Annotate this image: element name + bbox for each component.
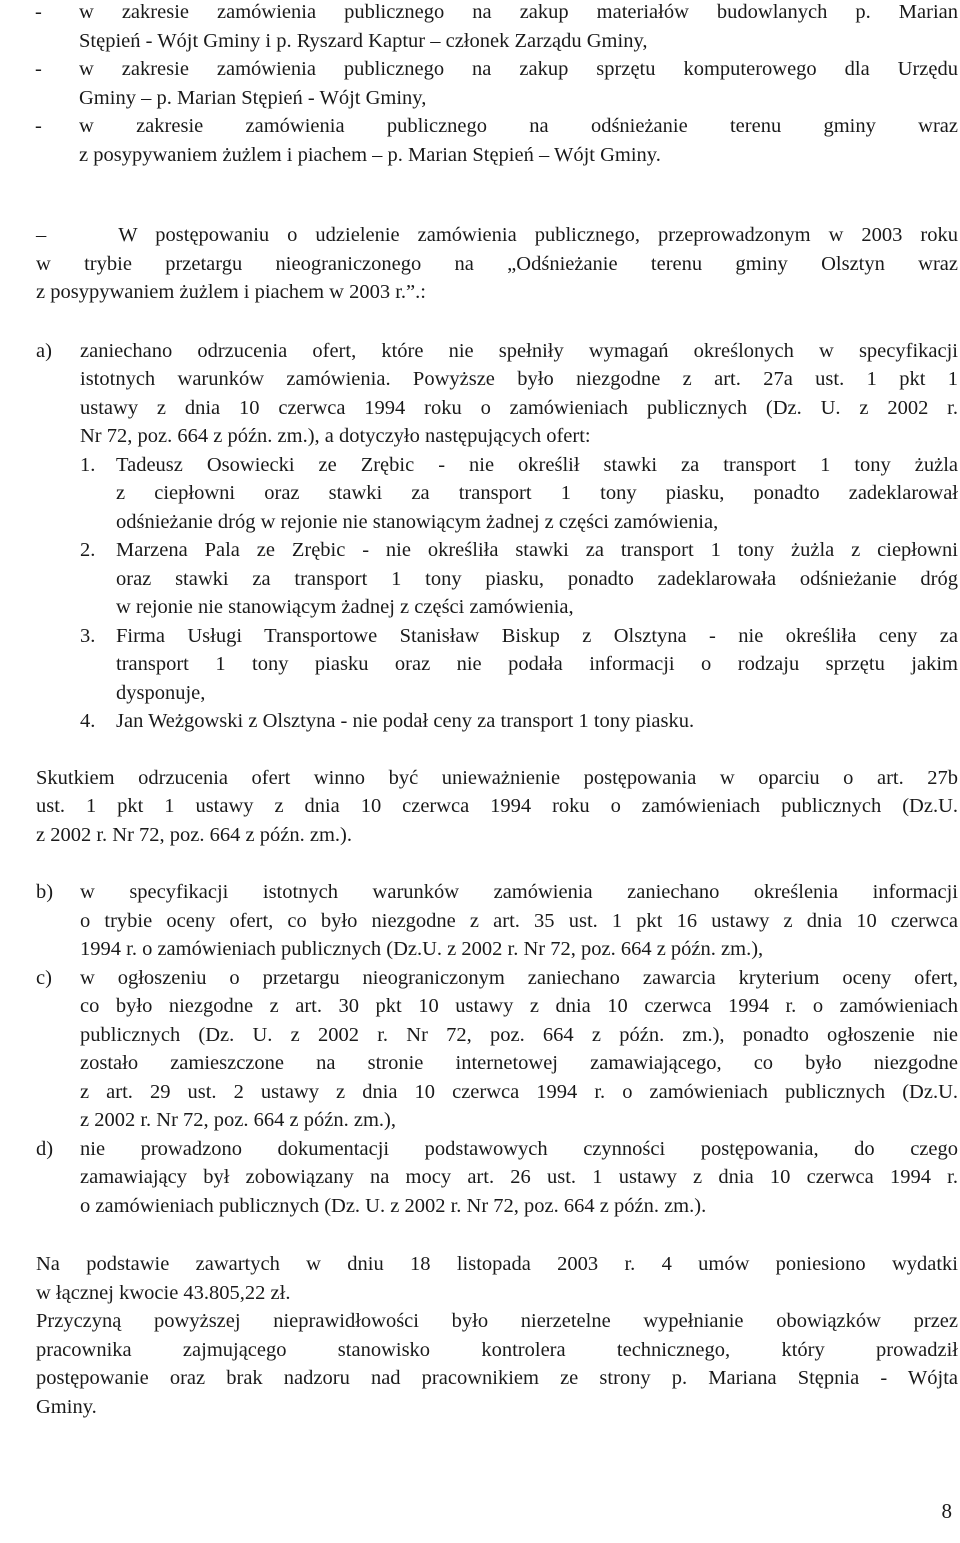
- text-line: Skutkiem odrzucenia ofert winno być unieważnienie postępowania w oparciu o art. 27b: [36, 766, 958, 789]
- item-a: [36, 337, 958, 451]
- text-line: z art. 29 ust. 2 ustawy z dnia 10 czerwca 1994 r. o zamówieniach publicznych (Dz.U.: [80, 1080, 958, 1103]
- text-line: z posypywaniem żużlem i piachem w 2003 r.”.:: [36, 281, 426, 303]
- text-line: Gminy – p. Marian Stępień - Wójt Gminy,: [79, 86, 427, 109]
- text-line: nie prowadzono dokumentacji podstawowych czynności postępowania, do czego: [80, 1137, 958, 1160]
- item-d: [36, 1135, 958, 1221]
- text-line: Jan Weżgowski z Olsztyna - nie podał ceny za transport 1 tony piasku.: [116, 710, 695, 732]
- closing-paragraph-2: [36, 1307, 958, 1421]
- item-label: a): [36, 339, 52, 362]
- text-line: oraz stawki za transport 1 tony piasku, ponadto zadeklarowała odśnieżanie dróg: [116, 567, 958, 590]
- text-line: ustawy z dnia 10 czerwca 1994 roku o zamówieniach publicznych (Dz. U. z 2002 r.: [80, 396, 958, 419]
- text-line: w trybie przetargu nieograniczonego na „Odśnieżanie terenu gminy Olsztyn wraz: [36, 252, 958, 275]
- text-line: Przyczyną powyższej nieprawidłowości było nierzetelne wypełnianie obowiązków przez: [36, 1310, 958, 1332]
- list-dash: -: [35, 115, 42, 137]
- document-page: [36, 0, 958, 1421]
- text-line: o zamówieniach publicznych (Dz. U. z 2002 r. Nr 72, poz. 664 z późn. zm.).: [80, 1194, 707, 1217]
- item-c: [36, 964, 958, 1135]
- offer-number: 4.: [80, 710, 96, 732]
- text-line: w rejonie nie stanowiącym żadnej z części zamówienia,: [116, 596, 574, 618]
- offer-item-2: [80, 536, 958, 622]
- intro-item-2: [35, 55, 958, 112]
- offer-number: 1.: [80, 453, 96, 476]
- text-line: Nr 72, poz. 664 z późn. zm.), a dotyczyło następujących ofert:: [80, 425, 591, 447]
- item-label: b): [36, 881, 54, 903]
- text-line: transport 1 tony piasku oraz nie podała informacji o rodzaju sprzętu jakim: [116, 653, 958, 675]
- text-line: 1994 r. o zamówieniach publicznych (Dz.U. z 2002 r. Nr 72, poz. 664 z późn. zm.),: [80, 938, 764, 960]
- item-b: [36, 878, 958, 964]
- text-line: w łącznej kwocie 43.805,22 zł.: [36, 1281, 291, 1304]
- offer-number: 2.: [80, 539, 96, 561]
- text-line: zaniechano odrzucenia ofert, które nie spełniły wymagań określonych w specyfikacji: [80, 339, 958, 362]
- text-line: Marzena Pala ze Zrębic - nie określiła stawki za transport 1 tony żużla z ciepłowni: [116, 539, 958, 561]
- text-line: istotnych warunków zamówienia. Powyższe było niezgodne z art. 27a ust. 1 pkt 1: [80, 368, 958, 390]
- offer-item-1: [80, 451, 958, 537]
- text-line: o trybie oceny ofert, co było niezgodne z art. 35 ust. 1 pkt 16 ustawy z dnia 10 czerwca: [80, 909, 958, 932]
- text-line: zamawiający był zobowiązany na mocy art. 26 ust. 1 ustawy z dnia 10 czerwca 1994 r.: [80, 1166, 958, 1188]
- item-label: d): [36, 1137, 54, 1160]
- paragraph-dash: –: [36, 224, 47, 246]
- item-label: c): [36, 966, 52, 989]
- text-line: Firma Usługi Transportowe Stanisław Biskup z Olsztyna - nie określiła ceny za: [116, 624, 958, 647]
- text-line: – W postępowaniu o udzielenie zamówienia publicznego, przeprowadzonym w 2003 roku: [36, 224, 958, 246]
- text-line: Tadeusz Osowiecki ze Zrębic - nie określił stawki za transport 1 tony żużla: [116, 453, 958, 476]
- list-dash: -: [35, 58, 42, 80]
- text-line: co było niezgodne z art. 30 pkt 10 ustawy z dnia 10 czerwca 1994 r. o zamówieniach: [80, 995, 958, 1017]
- text-line: z posypywaniem żużlem i piachem – p. Marian Stępień – Wójt Gminy.: [79, 143, 661, 166]
- text-line: zostało zamieszczone na stronie internetowej zamawiającego, co było niezgodne: [80, 1052, 958, 1074]
- procedure-paragraph: [36, 221, 958, 307]
- text-line: odśnieżanie dróg w rejonie nie stanowiącym żadnej z części zamówienia,: [116, 510, 719, 533]
- text-line: dysponuje,: [116, 681, 206, 704]
- intro-item-1: [35, 0, 958, 55]
- text-line: Na podstawie zawartych w dniu 18 listopada 2003 r. 4 umów poniesiono wydatki: [36, 1253, 958, 1275]
- text-line: w specyfikacji istotnych warunków zamówienia zaniechano określenia informacji: [80, 881, 958, 903]
- consequence-paragraph: [36, 764, 958, 850]
- text-line: w ogłoszeniu o przetargu nieograniczonym zaniechano zawarcia kryterium oceny ofert,: [80, 966, 958, 989]
- page-number: 8: [941, 1499, 952, 1523]
- text-line: postępowanie oraz brak nadzoru nad pracownikiem ze strony p. Mariana Stępnia - Wójta: [36, 1367, 958, 1389]
- text-line: ust. 1 pkt 1 ustawy z dnia 10 czerwca 1994 roku o zamówieniach publicznych (Dz.U.: [36, 795, 958, 817]
- text-line: Stępień - Wójt Gminy i p. Ryszard Kaptur – członek Zarządu Gminy,: [79, 29, 648, 52]
- text-line: w zakresie zamówienia publicznego na zakup sprzętu komputerowego dla Urzędu: [79, 58, 958, 80]
- intro-item-3: [35, 112, 958, 169]
- closing-paragraph-1: [36, 1250, 958, 1307]
- offer-number: 3.: [80, 624, 96, 647]
- text-line: pracownika zajmującego stanowisko kontrolera technicznego, który prowadził: [36, 1338, 958, 1361]
- text-line: z 2002 r. Nr 72, poz. 664 z późn. zm.),: [80, 1109, 396, 1131]
- offer-item-3: [80, 622, 958, 708]
- list-dash: -: [35, 1, 42, 23]
- offer-item-4: [80, 707, 958, 736]
- text-line: w zakresie zamówienia publicznego na zakup materiałów budowlanych p. Marian: [79, 1, 958, 23]
- intro-list: [35, 0, 958, 169]
- text-line: z 2002 r. Nr 72, poz. 664 z późn. zm.).: [36, 823, 352, 846]
- text-line: w zakresie zamówienia publicznego na odśnieżanie terenu gminy wraz: [79, 115, 958, 137]
- text-line: Gminy.: [36, 1395, 97, 1418]
- text-line: z ciepłowni oraz stawki za transport 1 tony piasku, ponadto zadeklarował: [116, 482, 958, 504]
- text-line: publicznych (Dz. U. z 2002 r. Nr 72, poz. 664 z późn. zm.), ponadto ogłoszenie nie: [80, 1023, 958, 1046]
